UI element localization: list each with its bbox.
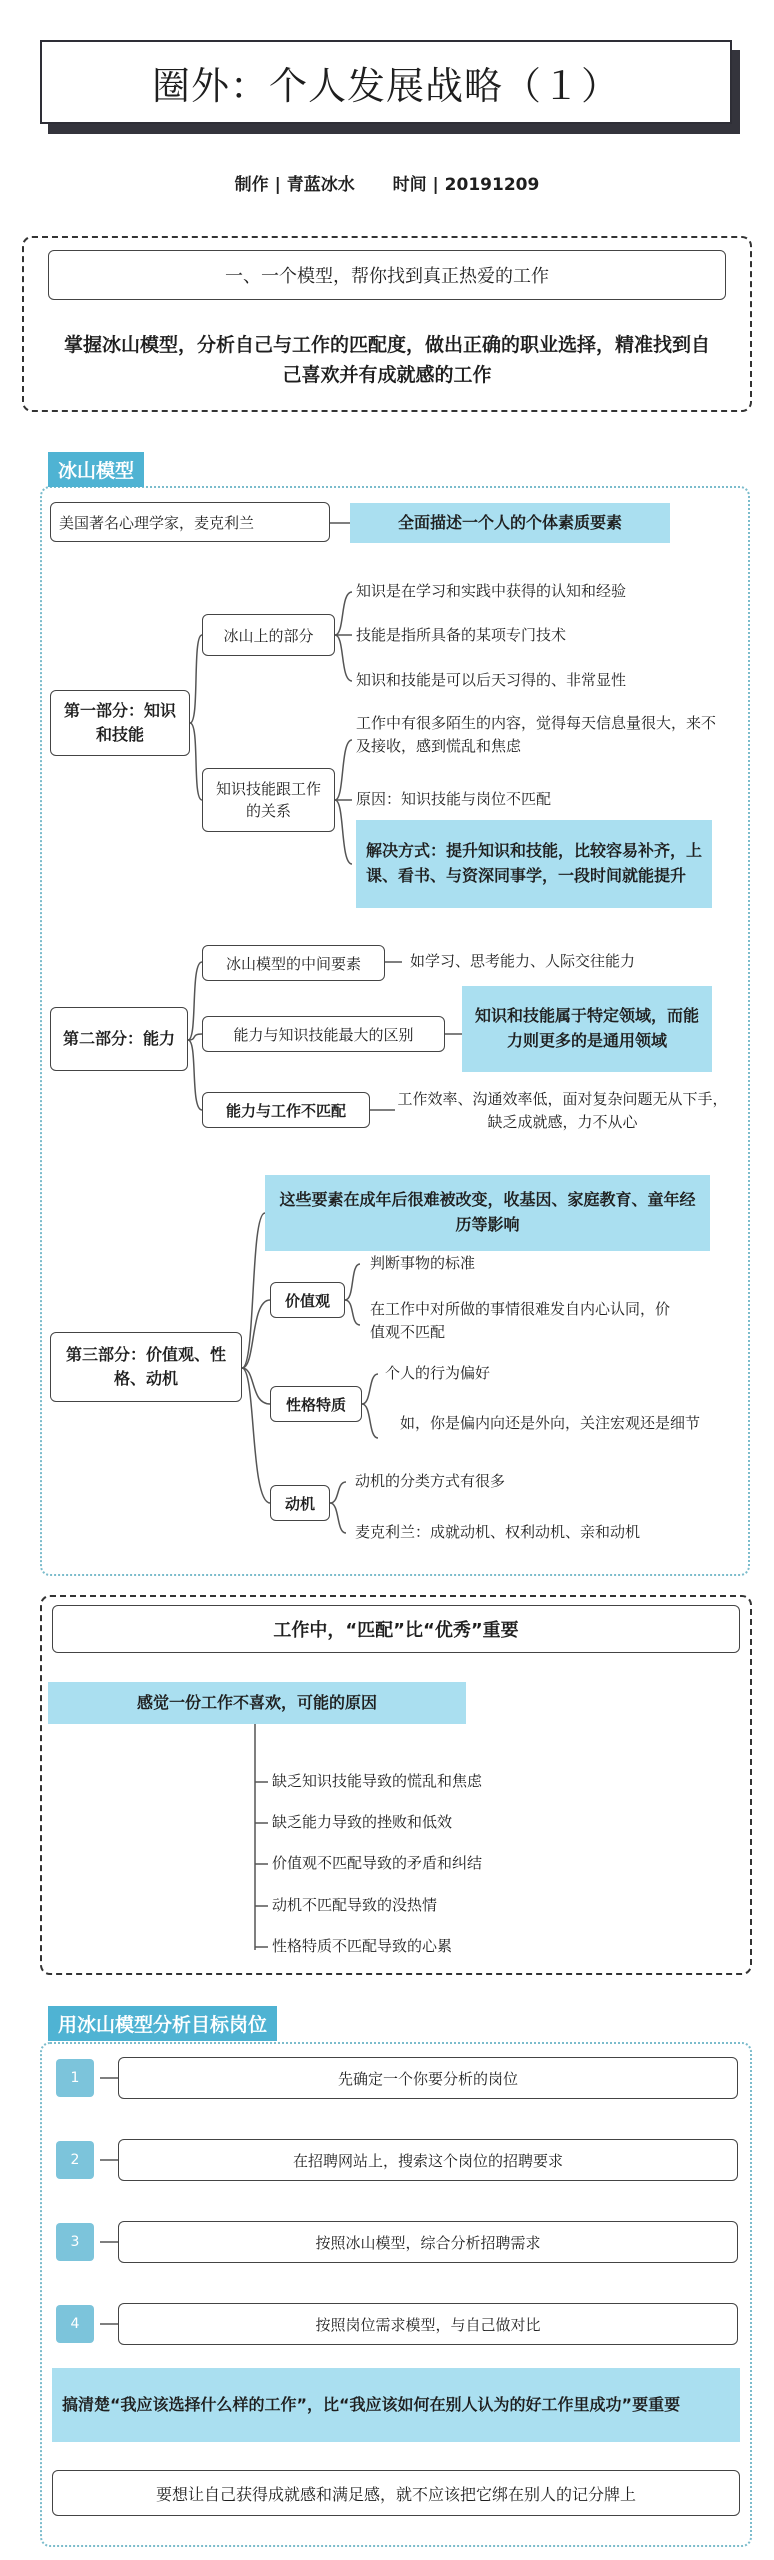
part1-relation: 知识技能跟工作的关系 [202,768,335,832]
part3-label: 第三部分：价值观、性格、动机 [50,1332,242,1402]
part2-diff-text: 知识和技能属于特定领域，而能力则更多的是通用领域 [462,986,712,1072]
reason-item: 缺乏能力导致的挫败和低效 [272,1813,453,1831]
section3-final: 要想让自己获得成就感和满足感，就不应该把它绑在别人的记分牌上 [52,2470,740,2516]
part2-middle: 冰山模型的中间要素 [202,945,385,981]
part3-values: 价值观 [270,1282,345,1318]
iceberg-source: 美国著名心理学家，麦克利兰 [50,502,330,542]
step-text: 按照冰山模型，综合分析招聘需求 [118,2221,738,2263]
part1-above-item: 技能是指所具备的某项专门技术 [356,626,567,644]
meta-line [0,170,774,195]
part2-mismatch: 能力与工作不匹配 [202,1092,370,1128]
part1-label: 第一部分：知识和技能 [50,690,190,756]
part3-values-item: 判断事物的标准 [370,1254,476,1272]
step-number: 3 [56,2223,94,2261]
page-title: 圈外：个人发展战略（１） [40,40,732,124]
section2-reason-title: 感觉一份工作不喜欢，可能的原因 [48,1682,466,1724]
section1-title: 一、一个模型，帮你找到真正热爱的工作 [48,250,726,300]
iceberg-tag: 冰山模型 [48,452,144,487]
part1-above: 冰山上的部分 [202,614,335,656]
section3-conclusion: 搞清楚“我应该选择什么样的工作”，比“我应该如何在别人认为的好工作里成功”要重要 [52,2368,740,2442]
part3-motive-item: 麦克利兰：成就动机、权利动机、亲和动机 [355,1523,641,1541]
reason-item: 动机不匹配导致的没热情 [272,1896,438,1914]
part1-above-item: 知识和技能是可以后天习得的、非常显性 [356,671,627,689]
part3-note: 这些要素在成年后很难被改变，收基因、家庭教育、童年经历等影响 [265,1175,710,1251]
part2-diff: 能力与知识技能最大的区别 [202,1016,445,1052]
reason-item: 性格特质不匹配导致的心累 [272,1937,453,1955]
part1-relation-item: 原因：知识技能与岗位不匹配 [356,790,552,808]
step-text: 在招聘网站上，搜索这个岗位的招聘要求 [118,2139,738,2181]
step-number: 2 [56,2141,94,2179]
part1-above-item: 知识是在学习和实践中获得的认知和经验 [356,582,627,600]
part3-values-item: 在工作中对所做的事情很难发自内心认同，价值观不匹配 [370,1300,671,1341]
part2-label: 第二部分：能力 [50,1007,188,1071]
section2-title: 工作中，“匹配”比“优秀”重要 [52,1605,740,1653]
part1-solution: 解决方式：提升知识和技能，比较容易补齐，上课、看书、与资深同事学，一段时间就能提升 [356,820,712,908]
author: 制作 | 青蓝冰水 [234,175,355,195]
step-text: 先确定一个你要分析的岗位 [118,2057,738,2099]
part2-mismatch-text: 工作效率、沟通效率低，面对复杂问题无从下手，缺乏成就感，力不从心 [397,1090,728,1131]
part3-motive-item: 动机的分类方式有很多 [355,1472,506,1490]
step-text: 按照岗位需求模型，与自己做对比 [118,2303,738,2345]
section1-intro: 掌握冰山模型，分析自己与工作的匹配度，做出正确的职业选择，精准找到自己喜欢并有成就感的工作 [63,334,710,387]
part3-personality: 性格特质 [270,1386,362,1422]
timestamp: 时间 | 20191209 [392,175,540,195]
part3-motive: 动机 [270,1485,330,1521]
part3-personality-item: 如，你是偏内向还是外向，关注宏观还是细节 [399,1414,700,1432]
part3-personality-item: 个人的行为偏好 [385,1364,491,1382]
step-number: 1 [56,2059,94,2097]
reason-item: 价值观不匹配导致的矛盾和纠结 [272,1854,483,1872]
section3-tag: 用冰山模型分析目标岗位 [48,2006,277,2041]
iceberg-summary: 全面描述一个人的个体素质要素 [350,503,670,543]
reason-item: 缺乏知识技能导致的慌乱和焦虑 [272,1772,483,1790]
part1-relation-item: 工作中有很多陌生的内容，觉得每天信息量很大，来不及接收，感到慌乱和焦虑 [356,714,717,755]
step-number: 4 [56,2305,94,2343]
part2-middle-text: 如学习、思考能力、人际交往能力 [410,952,636,970]
